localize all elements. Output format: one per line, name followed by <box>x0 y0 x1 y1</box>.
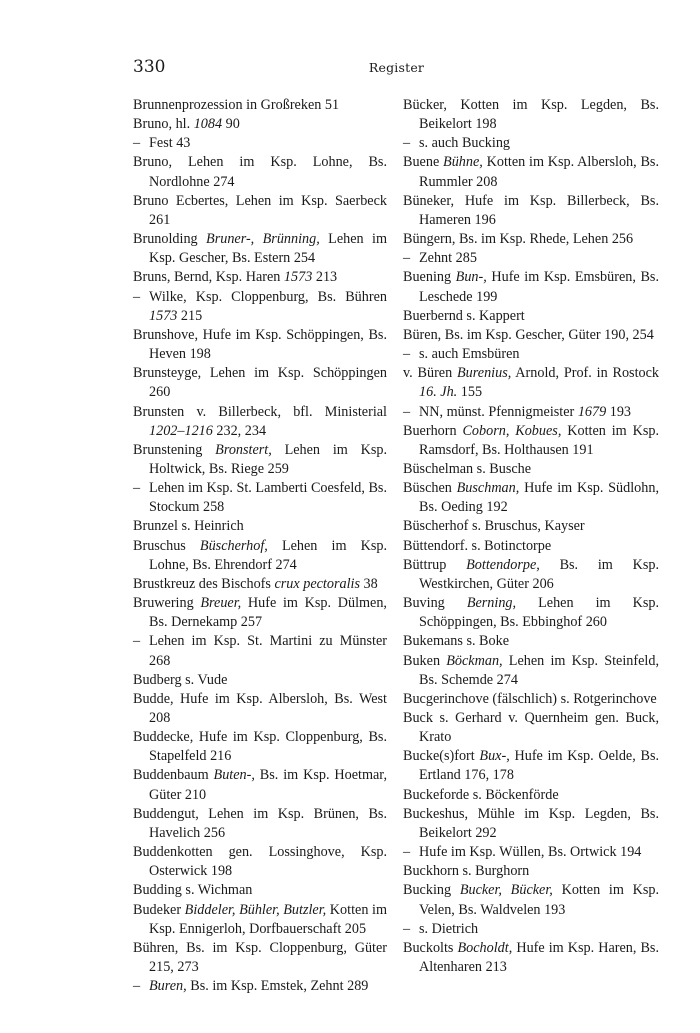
entry-text: Arnold, Prof. in Rostock <box>511 365 659 382</box>
entry-variant-text: 1573 <box>283 269 313 286</box>
entry-text: Bruno, hl. <box>133 116 194 133</box>
entry-text: Budberg s. Vude <box>133 671 228 688</box>
entry-variant-text: Biddeler, Bühler, Butzler, <box>184 901 327 918</box>
subentry-dash: – <box>133 135 141 152</box>
entry-text: Brunsten v. Billerbeck, bfl. Ministerial <box>133 403 387 420</box>
index-subentry <box>133 479 387 517</box>
entry-text: Buckeforde s. Böckenförde <box>403 786 559 803</box>
index-entry <box>133 230 387 268</box>
index-entry <box>133 153 387 191</box>
entry-text: Büschen <box>403 480 457 497</box>
entry-variant-text: Bucker, Bücker, <box>459 882 553 899</box>
index-entry <box>403 230 659 249</box>
entry-text: Buerhorn <box>403 422 463 439</box>
entry-text: Büren, Bs. im Ksp. Gescher, Güter 190, 254 <box>403 326 654 343</box>
index-entry <box>403 939 659 977</box>
entry-variant-text: Breuer, <box>200 595 242 612</box>
entry-text: Buddecke, Hufe im Ksp. Cloppenburg, Bs. Stapelfeld 216 <box>133 729 387 765</box>
index-subentry <box>133 134 387 153</box>
index-entry <box>133 671 387 690</box>
index-entry <box>133 441 387 479</box>
entry-text: Budding s. Wichman <box>133 882 253 899</box>
index-entry <box>133 594 387 632</box>
entry-text: Lehen im Ksp. St. Martini zu Münster 268 <box>149 633 387 669</box>
index-entry <box>403 517 659 536</box>
entry-text: 155 <box>457 384 483 401</box>
index-entry <box>403 709 659 747</box>
entry-text: Bucking <box>403 882 460 899</box>
entry-text: Bukemans s. Boke <box>403 633 510 650</box>
entry-text: Bs. im Ksp. Emstek, Zehnt 289 <box>186 978 369 995</box>
entry-variant-text: Bühne, <box>443 154 483 171</box>
subentry-dash: – <box>403 403 411 420</box>
entry-variant-text: 16. Jh. <box>419 384 458 401</box>
page-number: 330 <box>133 57 166 77</box>
entry-text: 193 <box>606 403 632 420</box>
index-subentry <box>403 345 659 364</box>
entry-text: Hufe im Ksp. Haren, Bs. Altenharen 213 <box>419 939 659 976</box>
index-subentry <box>403 249 659 268</box>
entry-text: Kotten im Ksp. Ennigerloh, Dorfbauerschaft 205 <box>149 901 387 937</box>
index-entry <box>403 556 659 594</box>
index-entry <box>133 192 387 230</box>
entry-variant-text: 1679 <box>577 403 607 420</box>
subentry-dash: – <box>403 250 411 267</box>
index-subentry <box>403 920 659 939</box>
entry-text: Buening <box>403 269 456 286</box>
index-column-right <box>403 96 659 977</box>
index-entry <box>133 805 387 843</box>
entry-variant-text: Bux-, <box>479 748 510 765</box>
entry-text: Büttrup <box>403 556 467 573</box>
index-entry <box>133 843 387 881</box>
index-entry <box>133 766 387 804</box>
entry-variant-text: 1084 <box>193 116 223 133</box>
entry-text: Budeker <box>133 901 185 918</box>
index-column-left <box>133 96 387 996</box>
entry-text: 232, 234 <box>212 422 267 439</box>
entry-text: Buddenkotten gen. Lossinghove, Ksp. Osterwick 198 <box>133 844 387 880</box>
entry-text: 90 <box>222 116 240 133</box>
entry-text: Wilke, Ksp. Cloppenburg, Bs. Bühren <box>149 288 387 305</box>
entry-text: Brunolding <box>133 231 207 248</box>
index-entry <box>403 422 659 460</box>
index-entry <box>133 901 387 939</box>
index-entry <box>403 460 659 479</box>
entry-variant-text: 1573 <box>149 307 178 324</box>
index-entry <box>403 652 659 690</box>
entry-variant-text: Bocholdt, <box>457 939 513 956</box>
entry-variant-text: crux pectoralis <box>274 575 360 592</box>
index-subentry <box>133 977 387 996</box>
entry-text: Büneker, Hufe im Ksp. Billerbeck, Bs. Hameren 196 <box>403 192 659 228</box>
entry-text: s. auch Bucking <box>419 135 511 152</box>
entry-text: Brustkreuz des Bischofs <box>133 575 275 592</box>
entry-text: Buck s. Gerhard v. Quernheim gen. Buck, Krato <box>403 710 659 746</box>
index-entry <box>133 326 387 364</box>
entry-text: Bucgerinchove (fälschlich) s. Rotgerinchove <box>403 690 657 707</box>
entry-text: Kotten im Ksp. Albersloh, Bs. Rummler 208 <box>419 154 659 190</box>
entry-text: Budde, Hufe im Ksp. Albersloh, Bs. West 208 <box>133 690 387 726</box>
entry-text: Brunshove, Hufe im Ksp. Schöppingen, Bs. Heven 198 <box>133 326 387 363</box>
entry-text: Bücker, Kotten im Ksp. Legden, Bs. Beikelort 198 <box>403 97 659 133</box>
index-entry <box>133 115 387 134</box>
entry-text: Büscherhof s. Bruschus, Kayser <box>403 518 585 535</box>
entry-text: Lehen im Ksp. St. Lamberti Coesfeld, Bs. Stockum 258 <box>149 480 388 516</box>
subentry-dash: – <box>403 346 411 363</box>
index-subentry <box>403 134 659 153</box>
entry-text: Bs. im Ksp. Hoetmar, Güter 210 <box>149 767 388 803</box>
entry-variant-text: Coborn, Kobues, <box>462 422 562 439</box>
entry-text: Kotten im Ksp. Velen, Bs. Waldvelen 193 <box>419 882 660 918</box>
index-subentry <box>403 403 659 422</box>
entry-text: Bucke(s)fort <box>403 748 480 765</box>
page-header <box>133 57 660 79</box>
entry-text: Brunzel s. Heinrich <box>133 518 244 535</box>
entry-variant-text: Bruner-, Brünning, <box>206 231 320 248</box>
entry-text: Büttendorf. s. Botinctorpe <box>403 537 552 554</box>
entry-variant-text: Böckman, <box>446 652 503 669</box>
entry-text: Buving <box>403 595 467 612</box>
subentry-dash: – <box>133 978 141 995</box>
entry-text: Bruschus <box>133 537 200 554</box>
entry-text: Lehen im Ksp. Gescher, Bs. Estern 254 <box>149 231 388 267</box>
index-entry <box>133 537 387 575</box>
entry-variant-text: Buten-, <box>213 767 255 784</box>
index-entry <box>403 326 659 345</box>
entry-variant-text: Büscherhof, <box>199 537 268 554</box>
entry-text: Buerbernd s. Kappert <box>403 307 525 324</box>
index-entry <box>403 479 659 517</box>
entry-text: Bruns, Bernd, Ksp. Haren <box>133 269 284 286</box>
entry-text: Lehen im Ksp. Lohne, Bs. Ehrendorf 274 <box>149 537 387 573</box>
index-entry <box>403 96 659 134</box>
index-entry <box>403 805 659 843</box>
entry-variant-text: Bronstert, <box>215 441 272 458</box>
entry-variant-text: Burenius, <box>457 365 512 382</box>
index-entry <box>403 268 659 306</box>
index-entry <box>133 939 387 977</box>
index-subentry <box>133 288 387 326</box>
index-entry <box>133 96 387 115</box>
entry-text: Bruno Ecbertes, Lehen im Ksp. Saerbeck 261 <box>133 192 387 228</box>
index-entry <box>403 307 659 326</box>
entry-text: Lehen im Ksp. Steinfeld, Bs. Schemde 274 <box>419 652 659 688</box>
entry-text: Buddenbaum <box>133 767 214 784</box>
index-entry <box>403 632 659 651</box>
index-entry <box>403 862 659 881</box>
entry-text: Büschelman s. Busche <box>403 460 532 477</box>
entry-text: 38 <box>359 575 378 592</box>
entry-text: Brunnenprozession in Großreken 51 <box>133 97 340 113</box>
entry-text: Hufe im Ksp. Oelde, Bs. Ertland 176, 178 <box>419 748 660 784</box>
index-entry <box>403 786 659 805</box>
entry-text: Bühren, Bs. im Ksp. Cloppenburg, Güter 215, 273 <box>133 939 387 976</box>
entry-variant-text: Buschman, <box>456 480 520 497</box>
entry-text: Buckolts <box>403 939 458 956</box>
subentry-dash: – <box>133 288 141 305</box>
entry-variant-text: Berning, <box>466 595 517 612</box>
index-entry <box>133 364 387 402</box>
running-head: Register <box>368 60 425 75</box>
index-entry <box>403 153 659 191</box>
entry-text: Bs. im Ksp. Westkirchen, Güter 206 <box>419 556 660 592</box>
index-subentry <box>133 632 387 670</box>
entry-variant-text: Bottendorpe, <box>466 556 540 573</box>
index-entry <box>133 575 387 594</box>
subentry-dash: – <box>403 920 411 937</box>
entry-text: Hufe im Ksp. Dülmen, Bs. Dernekamp 257 <box>149 595 387 631</box>
index-entry <box>403 594 659 632</box>
entry-text: Hufe im Ksp. Wüllen, Bs. Ortwick 194 <box>419 844 642 861</box>
entry-text: v. Büren <box>403 365 458 382</box>
entry-variant-text: Buren, <box>149 978 187 995</box>
subentry-dash: – <box>133 480 141 497</box>
index-entry <box>133 268 387 287</box>
index-entry <box>403 192 659 230</box>
entry-variant-text: 1202–1216 <box>149 422 213 439</box>
index-entry <box>403 881 659 919</box>
index-entry <box>133 517 387 536</box>
entry-text: Buckhorn s. Burghorn <box>403 863 530 880</box>
entry-text: Hufe im Ksp. Südlohn, Bs. Oeding 192 <box>419 480 659 516</box>
entry-text: Zehnt 285 <box>419 250 477 267</box>
entry-text: s. auch Emsbüren <box>419 346 520 363</box>
entry-text: Buken <box>403 652 447 669</box>
subentry-dash: – <box>403 135 411 152</box>
entry-text: Lehen im Ksp. Schöppingen, Bs. Ebbinghof 260 <box>419 595 659 631</box>
index-entry <box>403 690 659 709</box>
index-entry <box>403 364 659 402</box>
entry-text: NN, münst. Pfennigmeister <box>419 403 578 420</box>
entry-text: Brunsteyge, Lehen im Ksp. Schöppingen 260 <box>133 365 387 401</box>
entry-text: Buddengut, Lehen im Ksp. Brünen, Bs. Havelich 256 <box>133 805 387 841</box>
entry-text: Buene <box>403 154 444 171</box>
subentry-dash: – <box>133 633 141 650</box>
entry-text: Brunstening <box>133 441 216 458</box>
index-entry <box>133 690 387 728</box>
entry-text: Büngern, Bs. im Ksp. Rhede, Lehen 256 <box>403 231 634 248</box>
entry-variant-text: Bun-, <box>455 269 487 286</box>
index-subentry <box>403 843 659 862</box>
entry-text: s. Dietrich <box>419 920 479 937</box>
entry-text: Buckeshus, Mühle im Ksp. Legden, Bs. Beikelort 292 <box>403 805 659 841</box>
index-entry <box>403 537 659 556</box>
index-entry <box>133 403 387 441</box>
index-entry <box>133 881 387 900</box>
index-entry <box>133 728 387 766</box>
entry-text: 213 <box>312 269 338 286</box>
entry-text: Lehen im Ksp. Holtwick, Bs. Riege 259 <box>149 441 387 477</box>
index-entry <box>403 747 659 785</box>
entry-text: Bruwering <box>133 595 201 612</box>
entry-text: 215 <box>177 307 203 324</box>
subentry-dash: – <box>403 844 411 861</box>
entry-text: Bruno, Lehen im Ksp. Lohne, Bs. Nordlohne 274 <box>133 154 387 190</box>
entry-text: Hufe im Ksp. Emsbüren, Bs. Leschede 199 <box>419 269 659 305</box>
entry-text: Fest 43 <box>149 135 191 152</box>
entry-text: Kotten im Ksp. Ramsdorf, Bs. Holthausen 191 <box>419 422 660 458</box>
